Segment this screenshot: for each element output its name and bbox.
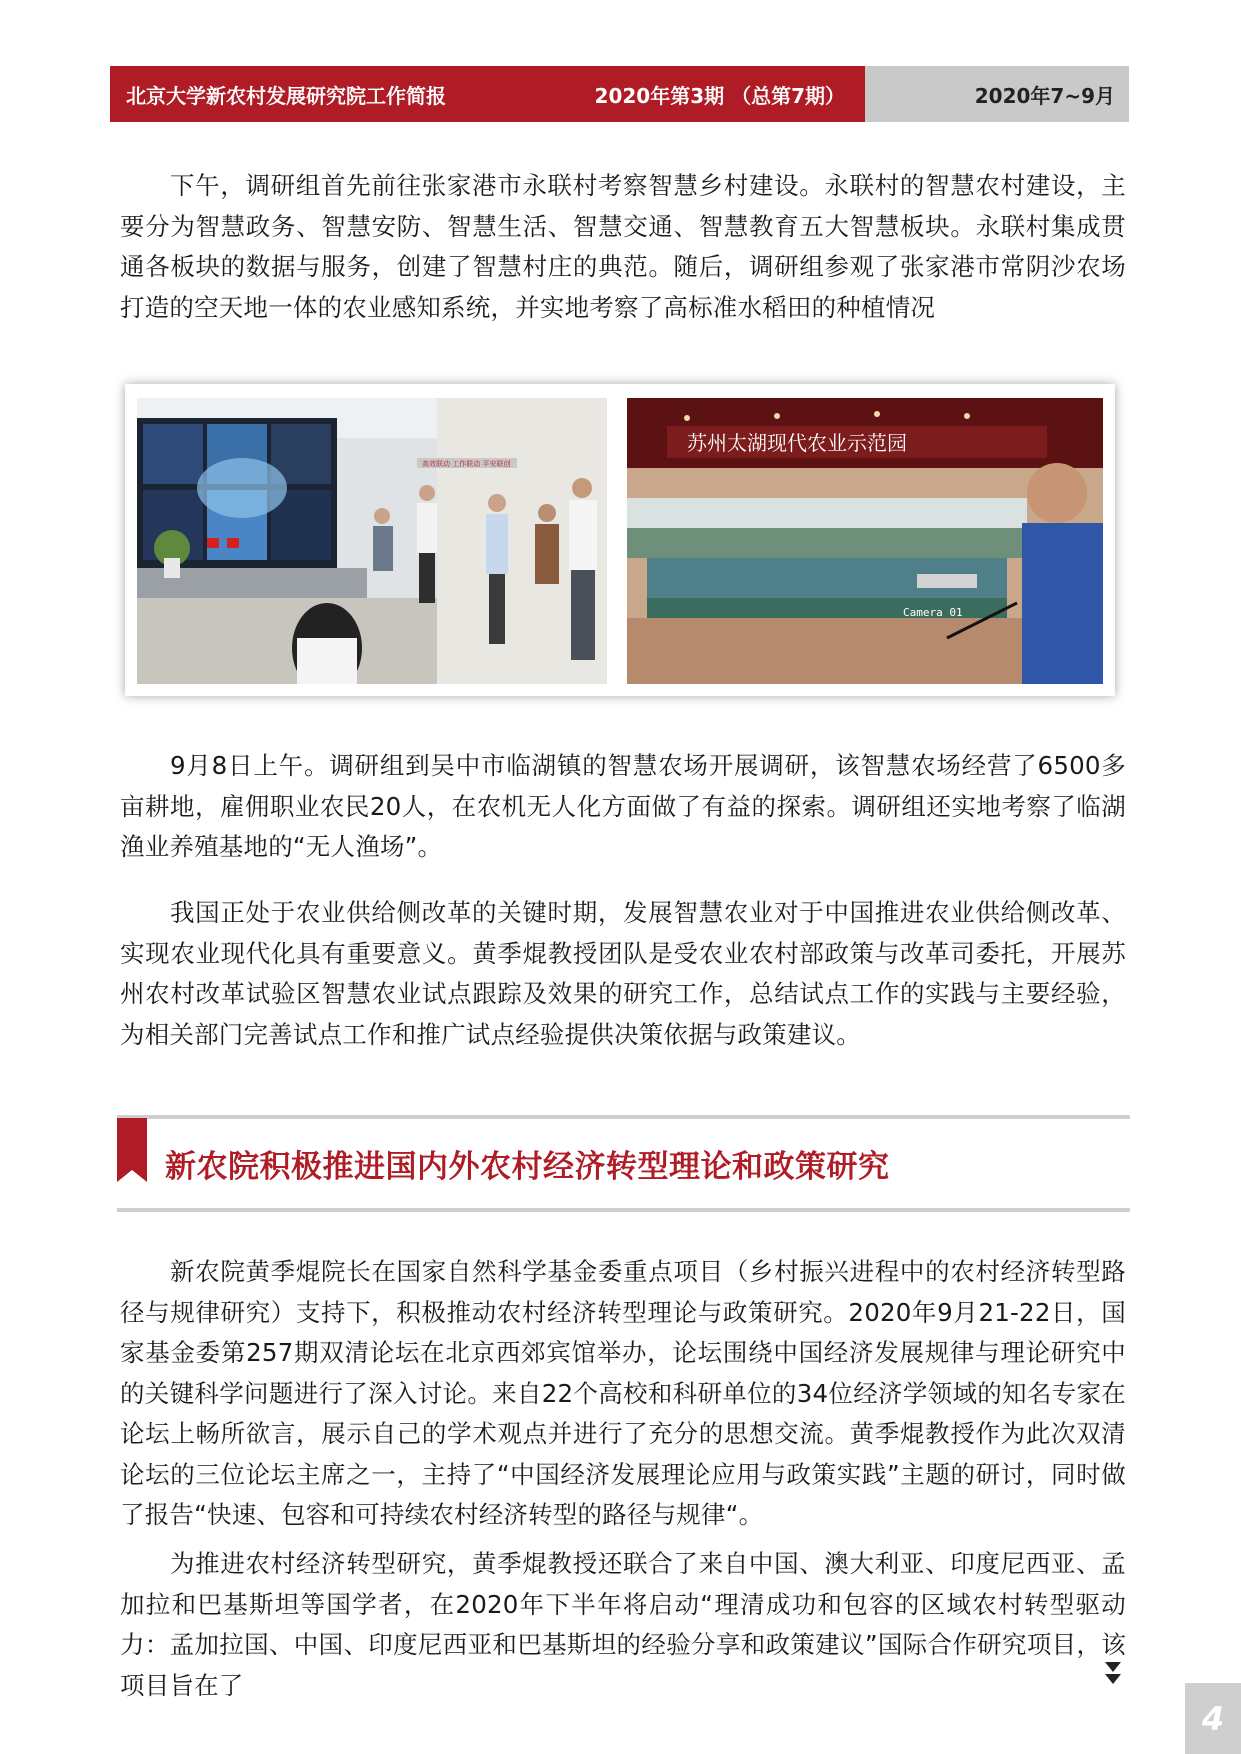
paragraph-shuangqing-forum: 新农院黄季焜院长在国家自然科学基金委重点项目（乡村振兴进程中的农村经济转型路径与规律研究）支持下，积极推动农村经济转型理论与政策研究。2020年9月21-22日，国家基金委第257期双清论坛在北京西郊宾馆举办，论坛围绕中国经济发展规律与理论研究中的关键科学问题进行了深入讨论。来自22个高校和科研单位的34位经济学领域的知名专家在论坛上畅所欲言，展示自己的学术观点并进行了充分的思想交流。黄季焜教授作为此次双清论坛的三位论坛主席之一，主持了“中国经济发展理论应用与政策实践”主题的研讨，同时做了报告“快速、包容和可持续农村经济转型的路径与规律“。 (120, 1257, 1126, 1529)
section-bottom-rule (117, 1208, 1130, 1212)
page-header (110, 66, 1129, 122)
paragraph-international-project: 为推进农村经济转型研究，黄季焜教授还联合了来自中国、澳大利亚、印度尼西亚、孟加拉和巴基斯坦等国学者，在2020年下半年将启动“理清成功和包容的区域农村转型驱动力：孟加拉国、中国、印度尼西亚和巴基斯坦的经验分享和政策建议”国际合作研究项目，该项目旨在了 (120, 1549, 1126, 1700)
publication-title: 北京大学新农村发展研究院工作简报 (126, 83, 446, 108)
issue-period: 2020年7~9月 (974, 83, 1115, 108)
control-room-slogan: 高效联动 工作联动 平安联创 (422, 460, 511, 468)
section-title: 新农院积极推进国内外农村经济转型理论和政策研究 (165, 1149, 890, 1185)
double-chevron-down-icon (1104, 1660, 1122, 1688)
paragraph-smart-agri-significance: 我国正处于农业供给侧改革的关键时期，发展智慧农业对于中国推进农业供给侧改革、实现农业现代化具有重要意义。黄季焜教授团队是受农业农村部政策与改革司委托，开展苏州农村改革试验区智慧农业试点跟踪及效果的研究工作，总结试点工作的实践与主要经验，为相关部门完善试点工作和推广试点经验提供决策依据与政策建议。 (120, 898, 1126, 1049)
paragraph-linhu-visit: 9月8日上午。调研组到吴中市临湖镇的智慧农场开展调研，该智慧农场经营了6500多亩耕地，雇佣职业农民20人，在农机无人化方面做了有益的探索。调研组还实地考察了临湖渔业养殖基地的“无人渔场”。 (120, 751, 1126, 861)
issue-number: 2020年第3期 （总第7期） (594, 83, 845, 108)
section-top-rule (117, 1115, 1130, 1119)
page-number: 4 (1185, 1683, 1241, 1754)
smart-farm-screen-photo (627, 398, 1103, 684)
bookmark-ribbon-icon (117, 1118, 147, 1182)
photo-frame (125, 384, 1115, 696)
camera-label: Camera 01 (903, 606, 963, 619)
paragraph-yonglian-visit: 下午，调研组首先前往张家港市永联村考察智慧乡村建设。永联村的智慧农村建设，主要分为智慧政务、智慧安防、智慧生活、智慧交通、智慧教育五大智慧板块。永联村集成贯通各板块的数据与服务，创建了智慧村庄的典范。随后，调研组参观了张家港市常阴沙农场打造的空天地一体的农业感知系统，并实地考察了高标准水稻田的种植情况 (120, 171, 1126, 322)
header-gray-band (865, 66, 1129, 122)
control-room-photo (137, 398, 607, 684)
header-red-band (110, 66, 865, 122)
demo-park-banner: 苏州太湖现代农业示范园 (687, 431, 907, 455)
